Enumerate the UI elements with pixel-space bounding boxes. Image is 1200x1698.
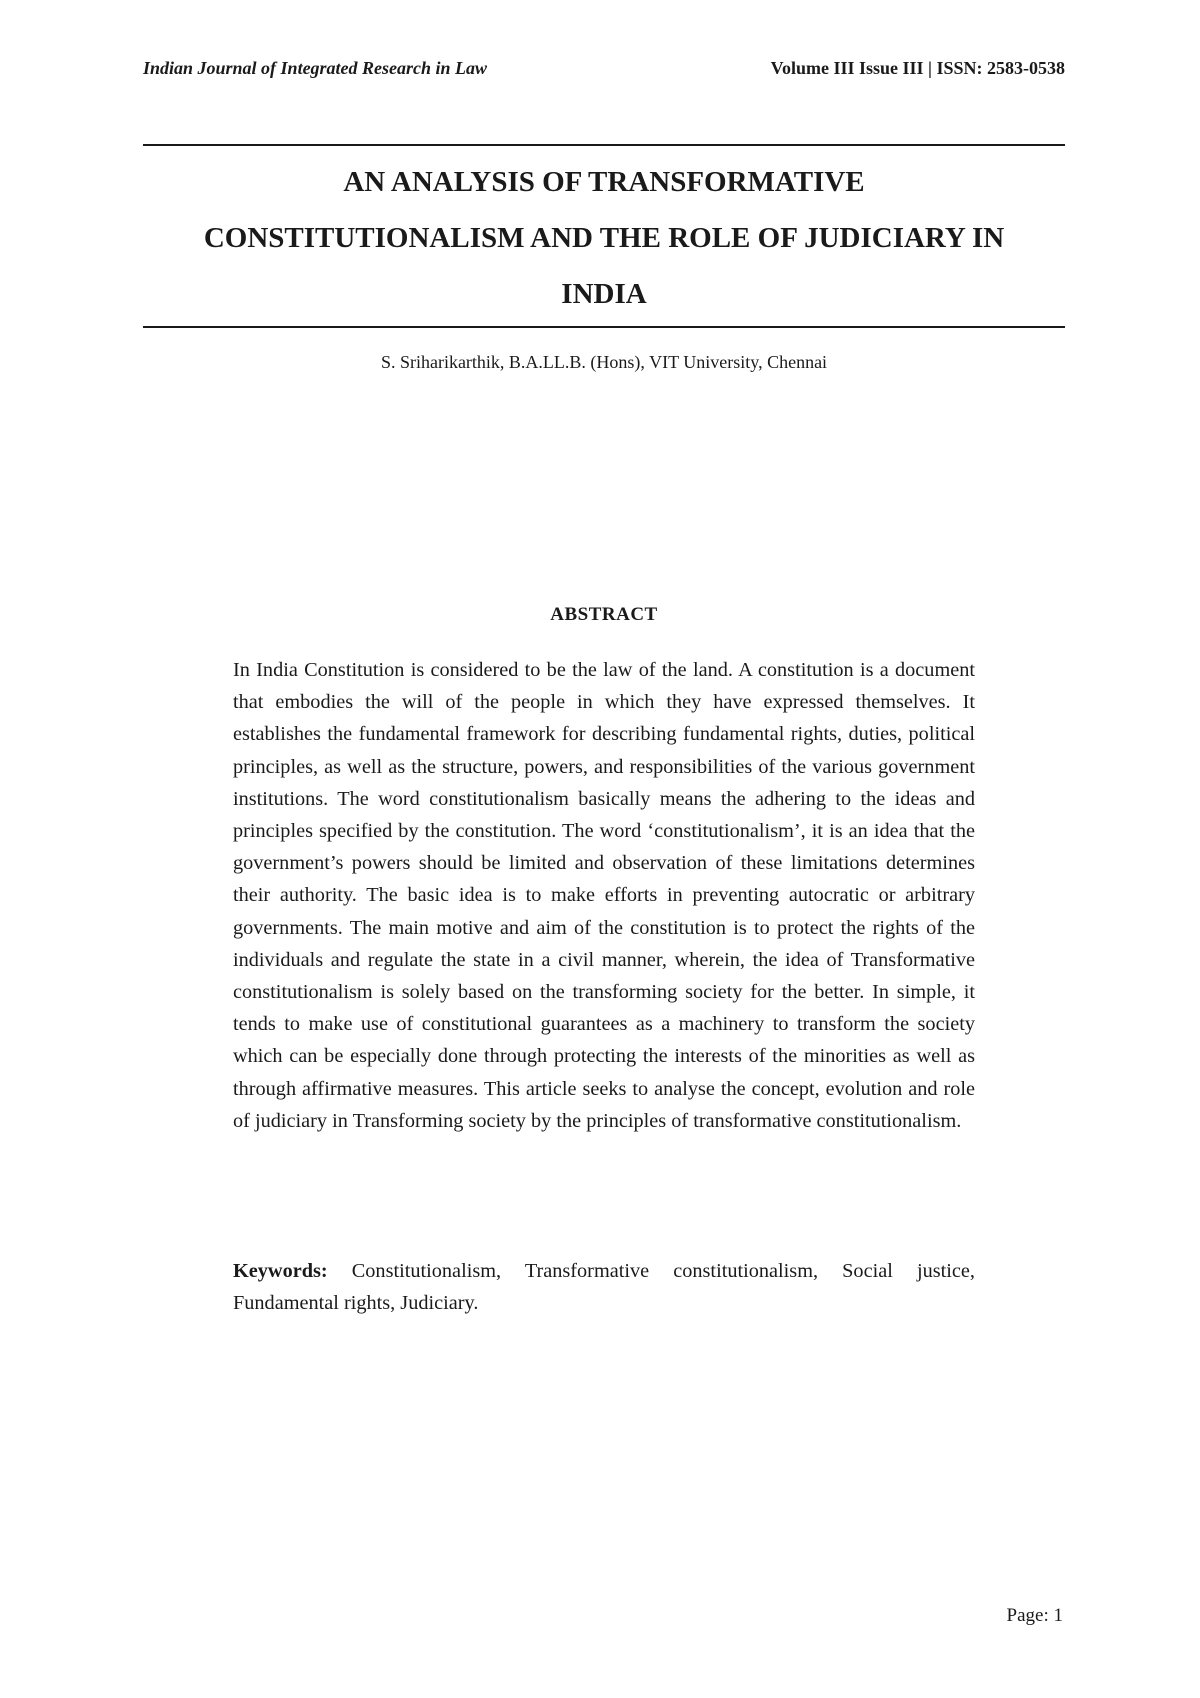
title-bottom-rule (143, 326, 1065, 328)
abstract-body: In India Constitution is considered to be the law of the land. A constitution is a document that embodies the will of the people in which they have expressed themselves. It establishes the fundamental framework for describing fundamental rights, duties, political principles, as well as the structure, powers, and responsibilities of the various government institutions. The word constitutionalism basically means the adhering to the ideas and principles specified by the constitution. The word ‘constitutionalism’, it is an idea that the government’s powers should be limited and observation of these limitations determines their authority. The basic idea is to make efforts in preventing autocratic or arbitrary governments. The main motive and aim of the constitution is to protect the rights of the individuals and regulate the state in a civil manner, wherein, the idea of Transformative constitutionalism is solely based on the transforming society for the better. In simple, it tends to make use of constitutional guarantees as a machinery to transform the society which can be especially done through protecting the interests of the minorities as well as through affirmative measures. This article seeks to analyse the concept, evolution and role of judiciary in Transforming society by the principles of transformative constitutionalism. (233, 659, 975, 1132)
article-title (143, 154, 1065, 322)
page-number: Page: 1 (1006, 1605, 1063, 1626)
journal-name: Indian Journal of Integrated Research in Law (143, 58, 488, 78)
keywords-label: Keywords: (233, 1260, 328, 1282)
title-line-2: CONSTITUTIONALISM AND THE ROLE OF JUDICIARY IN (203, 222, 1005, 254)
title-top-rule (143, 144, 1065, 146)
volume-info: Volume III Issue III | ISSN: 2583-0538 (770, 58, 1065, 78)
keywords-paragraph (233, 1255, 975, 1319)
abstract-heading: ABSTRACT (550, 604, 658, 625)
title-line-1: AN ANALYSIS OF TRANSFORMATIVE (343, 166, 865, 198)
running-header (143, 58, 1065, 84)
keywords-text: Constitutionalism, Transformative constitutionalism, Social justice, Fundamental rights, Judiciary. (233, 1260, 975, 1315)
title-line-3: INDIA (561, 278, 647, 310)
author-line: S. Sriharikarthik, B.A.LL.B. (Hons), VIT University, Chennai (380, 352, 828, 372)
